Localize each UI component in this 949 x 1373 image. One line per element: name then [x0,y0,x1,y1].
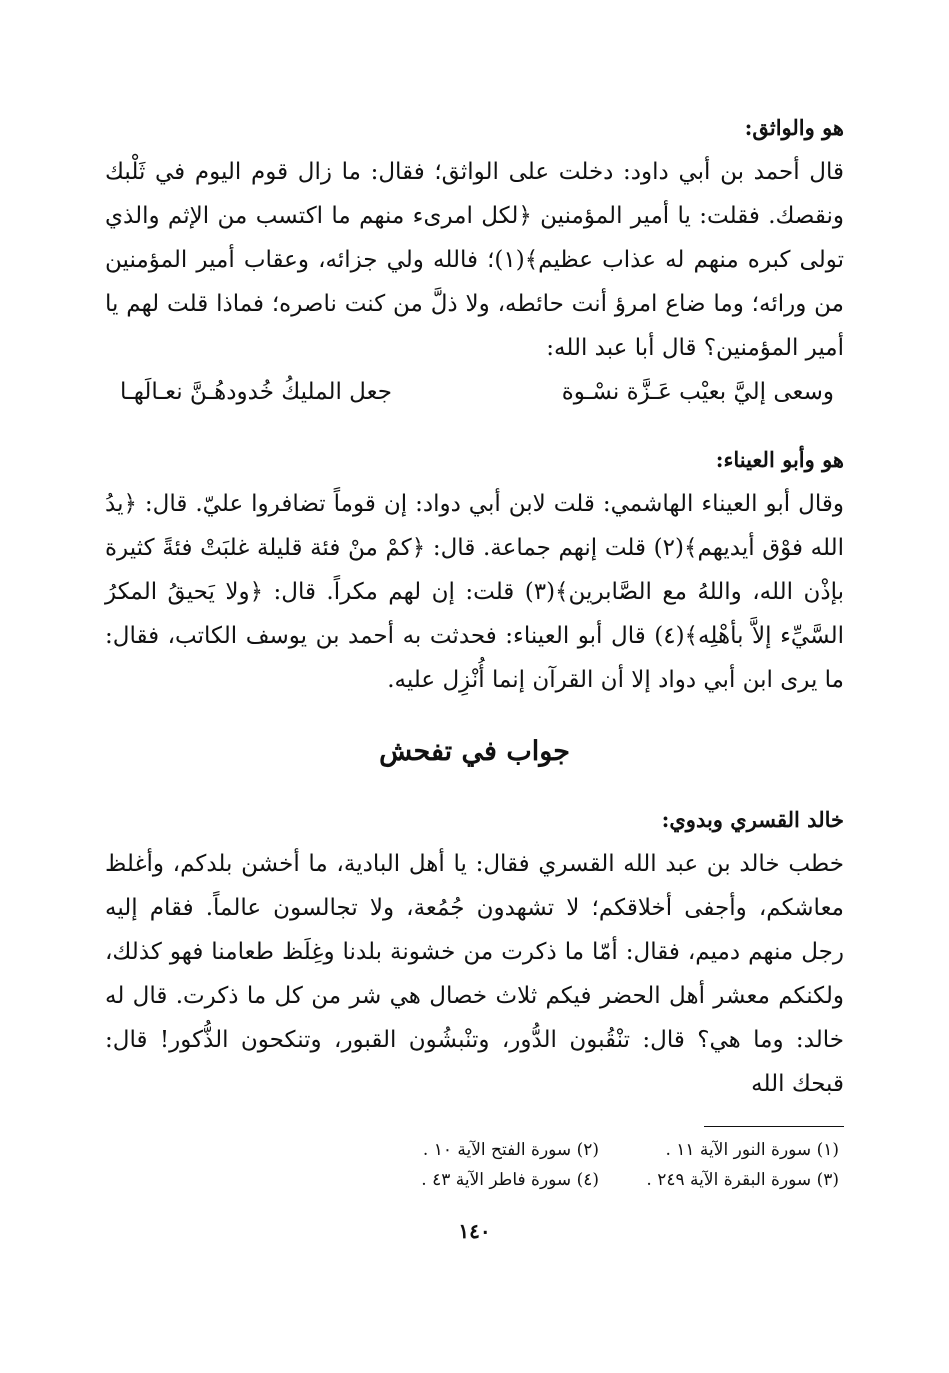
chapter-title: جواب في تفحش [379,736,570,767]
footnote-3: (٣) سورة البقرة الآية ٢٤٩ . [646,1170,839,1190]
verse-second-hemistich: جعل المليكُ خُدودهُـنَّ نعـالَهـا [120,379,392,405]
paragraph-khalid: خطب خالد بن عبد الله القسري فقال: يا أهل البادية، ما أخشن بلدكم، وأغلظ معاشكم، وأجفى أخلاقكم؛ لا تشهدون جُمُعة، ولا تجالسون عالماً. فقام إليه رجل منهم دميم، فقال: أمّا ما ذكرت من خشونة بلدنا وغِلَظ طعامنا فهو كذلك، ولكنكم معشر أهل الحضر فيكم ثلاث خصال هي شر من كل ما ذكرت. قال له خالد: وما هي؟ قال: تنْقُبون الدُّور، وتنْبشُون القبور، وتنكحون الذُّكور! قال: قبحك الله [105,851,844,1097]
footnote-1: (١) سورة النور الآية ١١ . [665,1140,839,1160]
section-heading-abu-al-ainaa: هو وأبو العيناء: [715,447,844,472]
page-number: ١٤٠ [458,1219,491,1243]
section-heading-wathiq: هو والواثق: [744,115,844,140]
footnote-divider-wrap [105,1106,844,1137]
footnote-2: (٢) سورة الفتح الآية ١٠ . [422,1140,599,1160]
section-heading-khalid: خالد القسري وبدوي: [661,807,844,832]
footnote-4: (٤) سورة فاطر الآية ٤٣ . [421,1170,599,1190]
verse-first-hemistich: وسعى إليَّ بعيْب عَـزَّة نسْـوة [561,379,834,405]
footnote-divider [704,1126,844,1127]
footnotes [105,1137,844,1193]
poetry-verse [105,370,844,414]
paragraph-wathiq: قال أحمد بن أبي داود: دخلت على الواثق؛ فقال: ما زال قوم اليوم في ثَلْبك ونقصك. فقلت: يا أمير المؤمنين ﴿لكل امرىء منهم ما اكتسب من الإثم والذي تولى كبره منهم له عذاب عظيم﴾(١)؛ فالله ولي جزائه، وعقاب أمير المؤمنين من ورائه؛ وما ضاع امرؤ أنت حائطه، ولا ذلَّ من كنت ناصره؛ فماذا قلت لهم يا أمير المؤمنين؟ قال أبا عبد الله: [105,159,844,361]
paragraph-abu-al-ainaa: وقال أبو العيناء الهاشمي: قلت لابن أبي دواد: إن قوماً تضافروا عليّ. قال: ﴿يدُ الله فوْق أيديهم﴾(٢) قلت إنهم جماعة. قال: ﴿كمْ منْ فئة قليلة غلبَتْ فئةً كثيرة بإذْن الله، واللهُ مع الصَّابرين﴾(٣) قلت: إن لهم مكراً. قال: ﴿ولا يَحيقُ المكرُ السَّيِّء إلاَّ بأهْلِه﴾(٤) قال أبو العيناء: فحدثت به أحمد بن يوسف الكاتب، فقال: ما يرى ابن أبي دواد إلا أن القرآن إنما أُنْزِل عليه. [105,491,845,693]
